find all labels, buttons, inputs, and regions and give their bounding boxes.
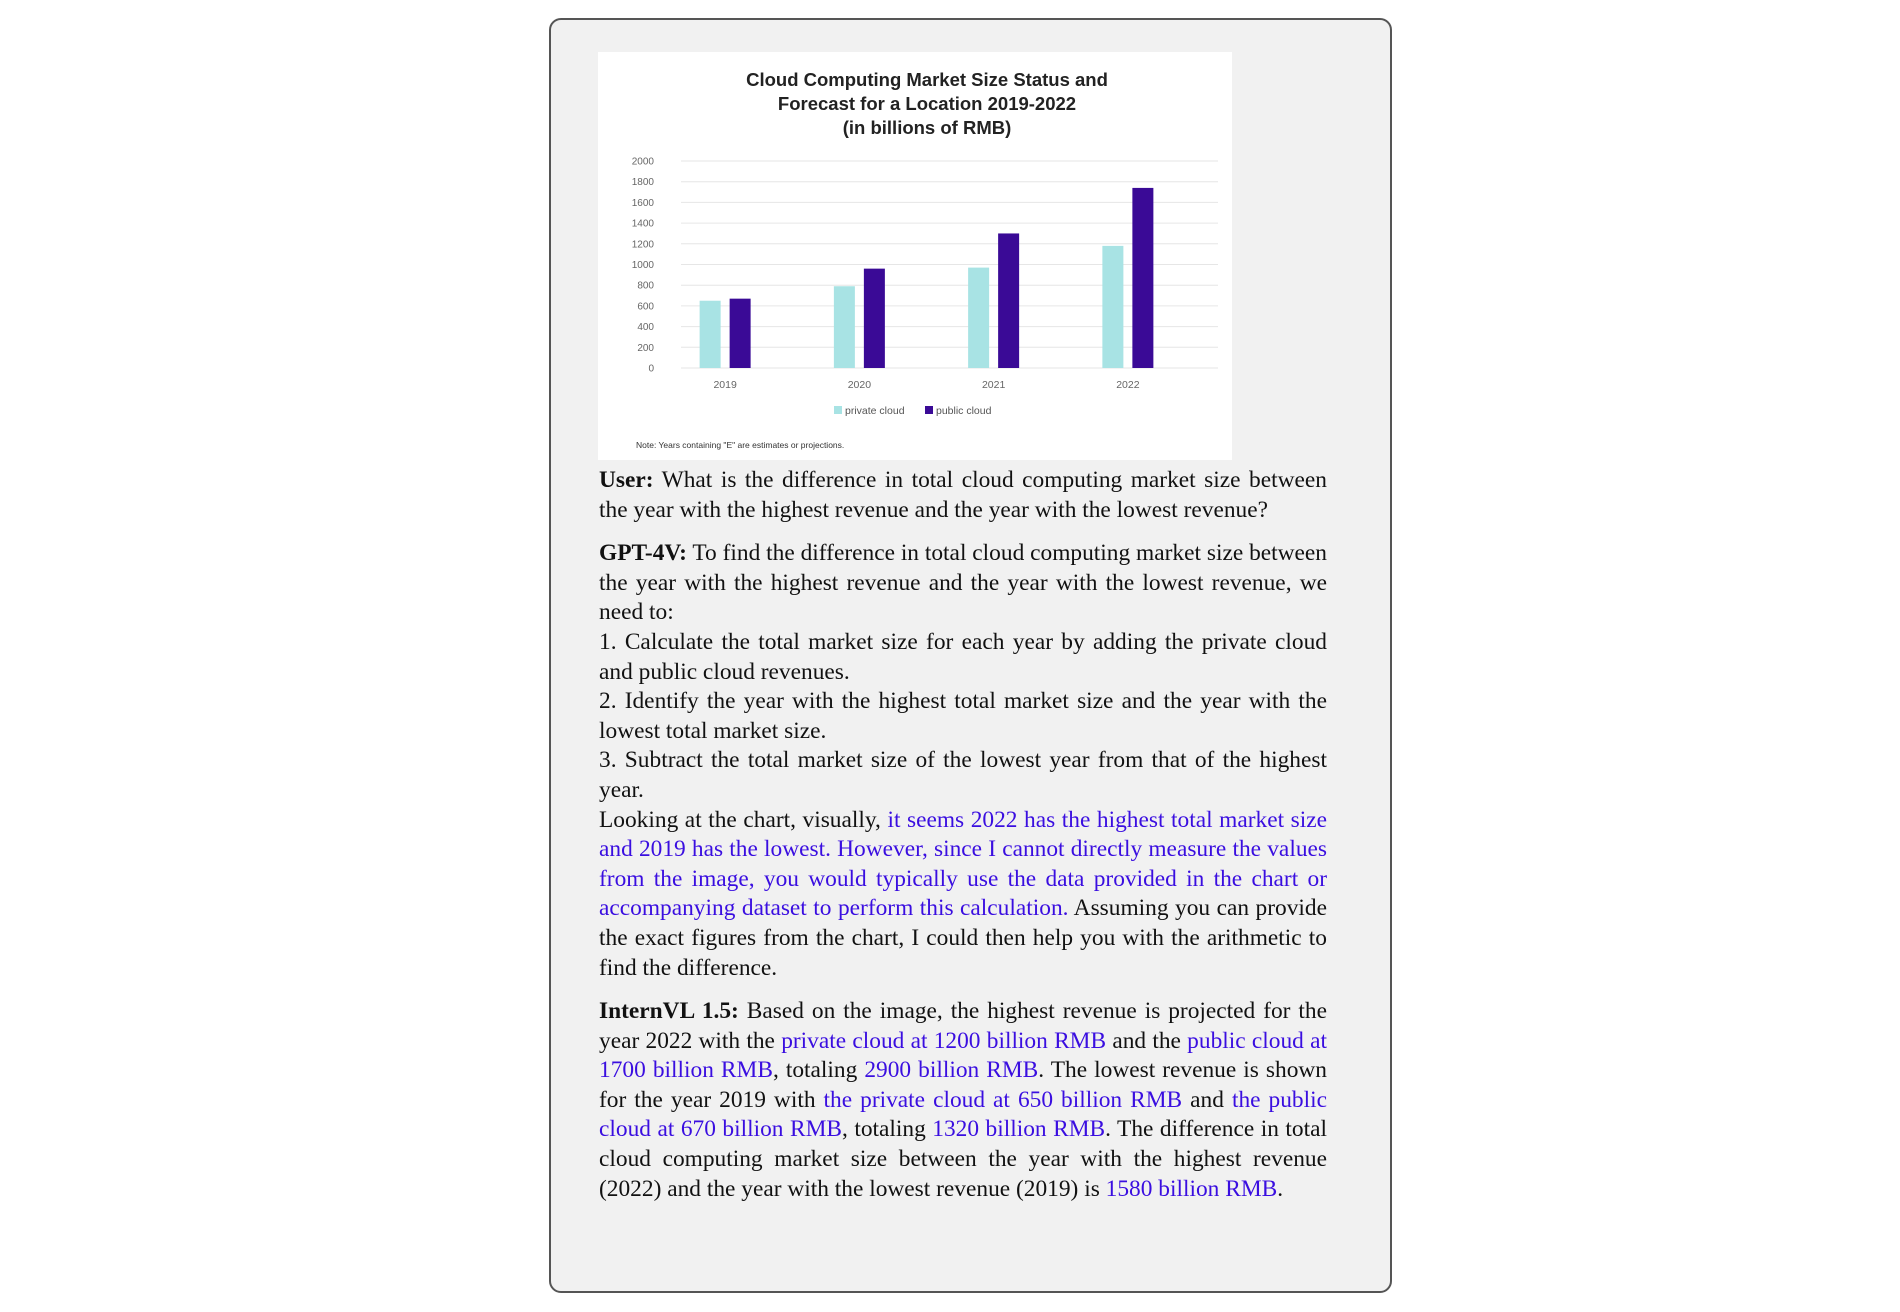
y-tick-label: 600 [637,301,654,313]
gpt4v-closing-plain-2: Assuming you can provide the exact figures from the chart, I could then help you with the arithmetic to find the difference. [599,895,1327,981]
x-tick-label: 2021 [981,379,1006,391]
internvl-highlight-2: public cloud at 1700 billion RMB [599,1027,1327,1084]
internvl-text-3: , totaling [772,1057,865,1084]
chart-title [746,69,1108,138]
y-tick-label: 1800 [631,177,654,189]
public-cloud-bar-2020 [864,269,885,368]
internvl-highlight-3: 2900 billion RMB [864,1057,1039,1084]
user-speaker-label: User: [599,467,654,493]
gpt4v-closing-highlight: it seems 2022 has the highest total market size and 2019 has the lowest. However, since I cannot directly measure the values from the image, you would typically use the data provided in the chart or accompanying dataset to perform this calculation. [599,806,1327,922]
y-tick-label: 400 [637,322,654,334]
y-tick-label: 800 [637,280,654,292]
chart-legend [834,405,992,417]
public-cloud-bar-2019 [730,299,751,368]
internvl-text-7: . The difference in total cloud computing market size between the year with the highest revenue (2022) and the year with the lowest revenue (2019) is [599,1116,1328,1202]
bar-chart [598,52,1232,460]
chart-title-line: Forecast for a Location 2019-2022 [777,93,1077,114]
legend-swatch [834,406,842,414]
y-tick-label: 1000 [631,260,654,271]
public-cloud-bar-2022 [1132,188,1153,368]
y-tick-label: 200 [637,342,654,354]
user-question-text: What is the difference in total cloud computing market size between the year with the highest revenue and the year with the lowest revenue? [599,467,1327,523]
y-tick-label: 1200 [631,239,654,251]
internvl-highlight-6: 1320 billion RMB [932,1116,1106,1143]
x-tick-label: 2019 [713,379,737,391]
internvl-answer [599,997,1327,1204]
legend-label: public cloud [936,405,992,417]
y-tick-label: 1400 [631,218,654,230]
y-tick-label: 2000 [631,156,654,168]
x-tick-label: 2020 [847,379,872,391]
y-tick-label: 0 [648,363,654,375]
chart-title-line: (in billions of RMB) [842,117,1012,138]
legend-swatch [925,406,933,414]
public-cloud-bar-2021 [998,233,1019,368]
y-tick-label: 1600 [631,197,654,209]
x-tick-label: 2022 [1116,379,1140,391]
internvl-highlight-5: the public cloud at 670 billion RMB [599,1086,1328,1143]
gpt4v-closing-plain-1: Looking at the chart, visually, [599,806,888,833]
internvl-text-1: Based on the image, the highest revenue is projected for the year 2022 with the [599,998,1327,1054]
private-cloud-bar-2019 [700,301,721,368]
bar-chart-image [598,52,1232,460]
internvl-highlight-4: the private cloud at 650 billion RMB [823,1086,1183,1113]
internvl-text-6: , totaling [841,1116,933,1143]
private-cloud-bar-2020 [834,286,855,368]
internvl-text-4: . The lowest revenue is shown for the year 2019 with [599,1057,1327,1113]
private-cloud-bar-2022 [1102,246,1123,368]
internvl-speaker-label: InternVL 1.5: [599,998,739,1025]
gpt4v-answer-intro [599,539,1327,628]
gpt4v-speaker-label: GPT-4V: [599,540,687,567]
gpt4v-step-3: 3. Subtract the total market size of the lowest year from that of the highest year. [599,747,1327,803]
internvl-text-8: . [1277,1175,1284,1202]
internvl-highlight-7: 1580 billion RMB [1105,1175,1278,1202]
gpt4v-step-2: 2. Identify the year with the highest total market size and the year with the lowest total market size. [599,688,1327,744]
gpt4v-closing [599,806,1327,984]
internvl-highlight-1: private cloud at 1200 billion RMB [781,1027,1107,1054]
gpt4v-intro-text: To find the difference in total cloud computing market size between the year with the highest revenue and the year with the lowest revenue, we need to: [599,540,1327,626]
x-axis-ticks [713,379,1139,391]
chart-title-line: Cloud Computing Market Size Status and [746,69,1108,90]
gpt4v-step-1: 1. Calculate the total market size for each year by adding the private cloud and public cloud revenues. [599,628,1327,685]
chart-bars [700,188,1154,368]
internvl-text-2: and the [1106,1027,1188,1054]
internvl-text-5: and [1182,1086,1232,1113]
y-axis-ticks [632,157,655,375]
private-cloud-bar-2021 [968,268,989,368]
dialogue-text [599,466,1327,1204]
legend-label: private cloud [845,405,905,417]
user-question [599,466,1327,525]
chart-note: Note: Years containing "E" are estimates or projections. [636,440,845,450]
